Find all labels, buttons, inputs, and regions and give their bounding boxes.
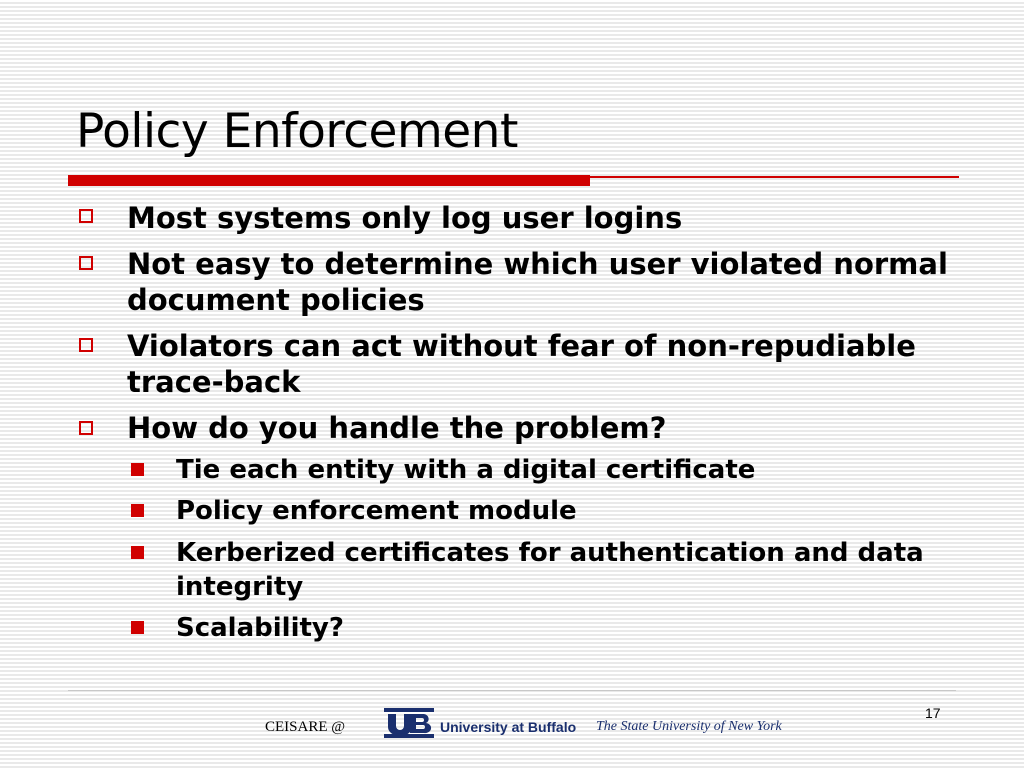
filled-square-bullet-icon <box>131 621 144 634</box>
bullet-item: How do you handle the problem? <box>127 411 667 445</box>
university-tagline: The State University of New York <box>596 719 782 734</box>
hollow-square-bullet-icon <box>79 256 93 270</box>
bullet-item: Violators can act without fear of non-repudiable trace-back <box>127 329 916 399</box>
university-name: University at Buffalo <box>440 719 577 735</box>
footer-left-text: CEISARE @ <box>265 719 346 735</box>
filled-square-bullet-icon <box>131 504 144 517</box>
hollow-square-bullet-icon <box>79 421 93 435</box>
ub-logo-icon <box>384 706 434 740</box>
hollow-square-bullet-icon <box>79 209 93 223</box>
filled-square-bullet-icon <box>131 463 144 476</box>
sub-bullet-item: Kerberized certificates for authentication and data integrity <box>176 538 924 602</box>
sub-bullet-item: Tie each entity with a digital certificate <box>176 455 756 485</box>
hollow-square-bullet-icon <box>79 338 93 352</box>
bullet-item: Most systems only log user logins <box>127 201 683 235</box>
footer-divider <box>68 690 956 691</box>
title-underline-thin <box>590 176 959 178</box>
slide-title: Policy Enforcement <box>76 104 518 159</box>
filled-square-bullet-icon <box>131 546 144 559</box>
sub-bullet-item: Scalability? <box>176 613 344 643</box>
title-underline-thick <box>68 175 590 186</box>
page-number: 17 <box>925 705 941 721</box>
bullet-item: Not easy to determine which user violated normal document policies <box>127 247 948 317</box>
sub-bullet-item: Policy enforcement module <box>176 496 577 526</box>
